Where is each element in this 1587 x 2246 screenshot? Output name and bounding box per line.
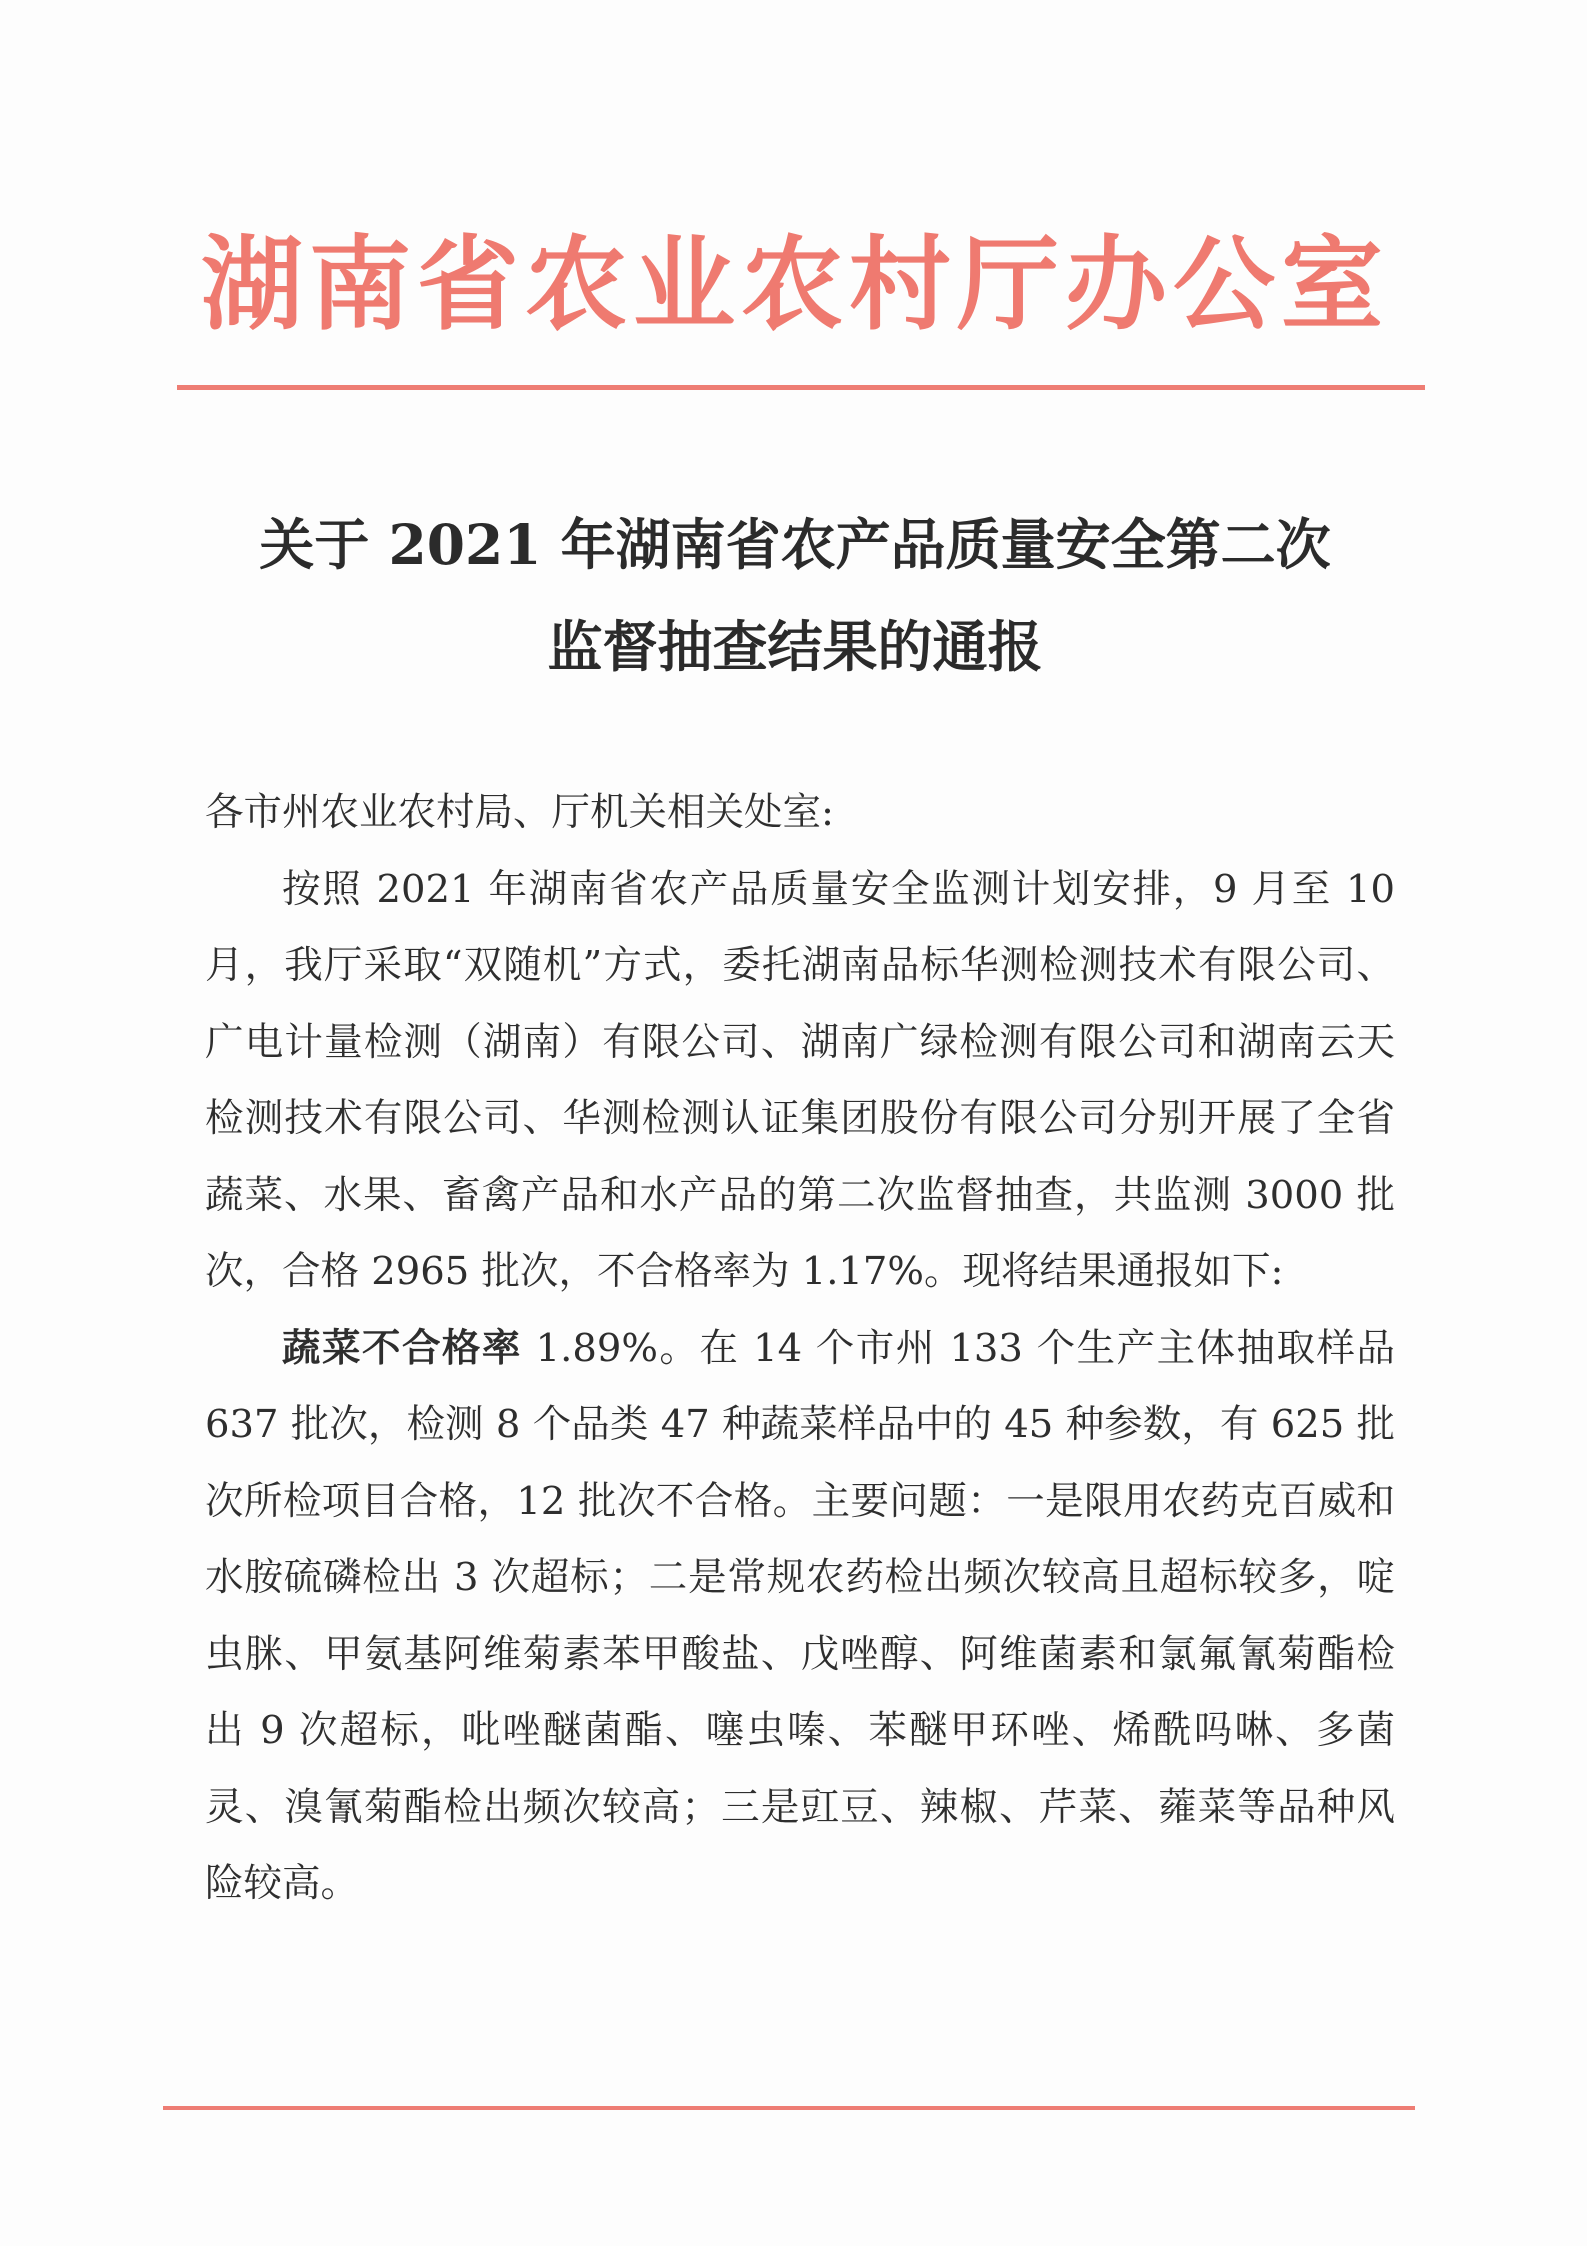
paragraph-lead-bold: 蔬菜不合格率 xyxy=(282,1325,522,1371)
salutation: 各市州农业农村局、厅机关相关处室: xyxy=(205,790,834,835)
document-body xyxy=(205,775,1395,1923)
organization-header: 湖南省农业农村厅办公室 xyxy=(201,225,1389,345)
footer-red-rule xyxy=(163,2106,1415,2110)
paragraph-intro: 按照 2021 年湖南省农产品质量安全监测计划安排，9 月至 10 月，我厅采取“双随机”方式，委托湖南品标华测检测技术有限公司、广电计量检测（湖南）有限公司、湖南广绿检测有限公司和湖南云天检测技术有限公司、华测检测认证集团股份有限公司分别开展了全省蔬菜、水果、畜禽产品和水产品的第二次监督抽查，共监测 3000 批次，合格 2965 批次，不合格率为 1.17%。现将结果通报如下: xyxy=(205,866,1395,1294)
header-red-rule xyxy=(177,385,1425,390)
document-title-line1: 关于 2021 年湖南省农产品质量安全第二次 xyxy=(259,512,1331,577)
paragraph-vegetables-text: 1.89%。在 14 个市州 133 个生产主体抽取样品 637 批次，检测 8 个品类 47 种蔬菜样品中的 45 种参数，有 625 批次所检项目合格，12 批次不合格。主要问题：一是限用农药克百威和水胺硫磷检出 3 次超标；二是常规农药检出频次较高且超标较多，啶虫脒、甲氨基阿维菊素苯甲酸盐、戊唑醇、阿维菌素和氯氟氰菊酯检出 9 次超标，吡唑醚菌酯、噻虫嗪、苯醚甲环唑、烯酰吗啉、多菌灵、溴氰菊酯检出频次较高；三是豇豆、辣椒、芹菜、蕹菜等品种风险较高。 xyxy=(205,1325,1395,1906)
paragraph-vegetables xyxy=(205,1311,1395,1923)
document-title-line2: 监督抽查结果的通报 xyxy=(547,614,1043,679)
